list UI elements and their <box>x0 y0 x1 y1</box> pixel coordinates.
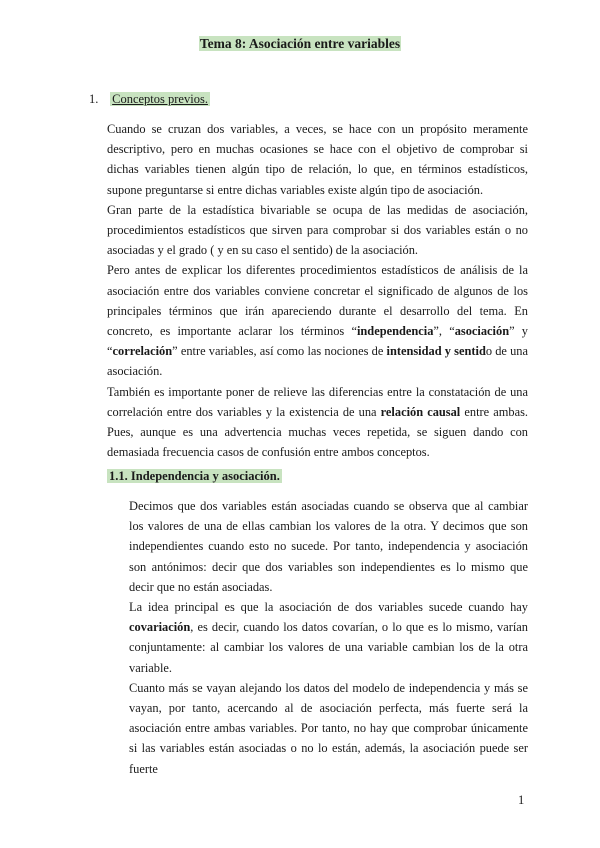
page-title-text: Tema 8: Asociación entre variables <box>199 36 401 51</box>
intro-paragraph-3 <box>107 260 528 381</box>
text-run: ” entre variables, así como las nociones de <box>172 344 387 359</box>
subsection-heading <box>107 469 282 484</box>
section-label: Conceptos previos. <box>112 92 208 106</box>
body-paragraph-3: Cuanto más se vayan alejando los datos del modelo de independencia y más se vayan, por tanto, acercando al de asociación perfecta, más fuerte será la asociación entre ambas variables. Por tanto, no hay que comprobar únicamente si las variables están asociadas o no lo están, además, la asociación puede ser fuerte <box>129 680 528 776</box>
intro-paragraph-1: Cuando se cruzan dos variables, a veces, se hace con un propósito meramente descriptivo, pero en muchas ocasiones se hace con el objetivo de comprobar si dichas variables tienen algún tipo de relación, lo que, en términos estadísticos, supone preguntarse si entre dichas variables existe algún tipo de asociación. <box>107 122 528 197</box>
section-heading <box>89 92 210 107</box>
intro-paragraph-2: Gran parte de la estadística bivariable se ocupa de las medidas de asociación, procedimientos estadísticos que sirven para comprobar si dos variables están o no asociadas y el grado ( y en su caso el sentido) de la asociación. <box>107 202 528 258</box>
intro-paragraph-4 <box>107 382 528 463</box>
text-run: Pero antes de explicar los diferentes procedimientos estadísticos de análisis de la asociación entre dos variables conviene concretar el significado de algunos de los principales términos que irán apareciendo durante el desarrollo del tema. En concreto, es importante aclarar los términos “ <box>107 263 528 339</box>
text-run: La idea principal es que la asociación de dos variables sucede cuando hay <box>129 600 528 615</box>
subsection-label: 1.1. Independencia y asociación. <box>109 469 280 483</box>
text-run: entre ambas. Pues, aunque es una advertencia muchas veces repetida, se siguen dando con demasiada frecuencia casos de confusión entre ambos conceptos. <box>107 404 528 460</box>
text-run: ”, “ <box>433 324 455 339</box>
body-paragraph-2 <box>129 597 528 678</box>
text-run: o de una asociación. <box>107 344 528 379</box>
intro-text-block <box>107 119 528 462</box>
page-title <box>0 36 600 52</box>
term-relacion-causal: relación causal <box>380 404 461 419</box>
body-paragraph-1: Decimos que dos variables están asociadas cuando se observa que al cambiar los valores de una de ellas cambian los valores de la otra. Y decimos que son independientes cuando esto no sucede. Por tanto, independencia y asociación son antónimos: decir que dos variables son independientes es lo mismo que decir que no están asociadas. <box>129 499 528 594</box>
term-intensidad-sentido: intensidad y sentid <box>386 344 486 359</box>
term-asociacion: asociación <box>454 324 510 339</box>
section-number: 1. <box>89 92 99 106</box>
text-run: ” y “ <box>107 324 528 359</box>
term-covariacion: covariación <box>129 620 191 635</box>
body-text-block <box>129 496 528 779</box>
text-run: También es importante poner de relieve las diferencias entre la constatación de una correlación entre dos variables y la existencia de una <box>107 384 528 419</box>
text-run: , es decir, cuando los datos covarían, o lo que es lo mismo, varían conjuntamente: al cambiar los valores de una variable cambian los de la otra variable. <box>129 620 528 675</box>
page-number: 1 <box>518 793 525 807</box>
term-independencia: independencia <box>356 324 434 339</box>
term-correlacion: correlación <box>112 344 173 359</box>
